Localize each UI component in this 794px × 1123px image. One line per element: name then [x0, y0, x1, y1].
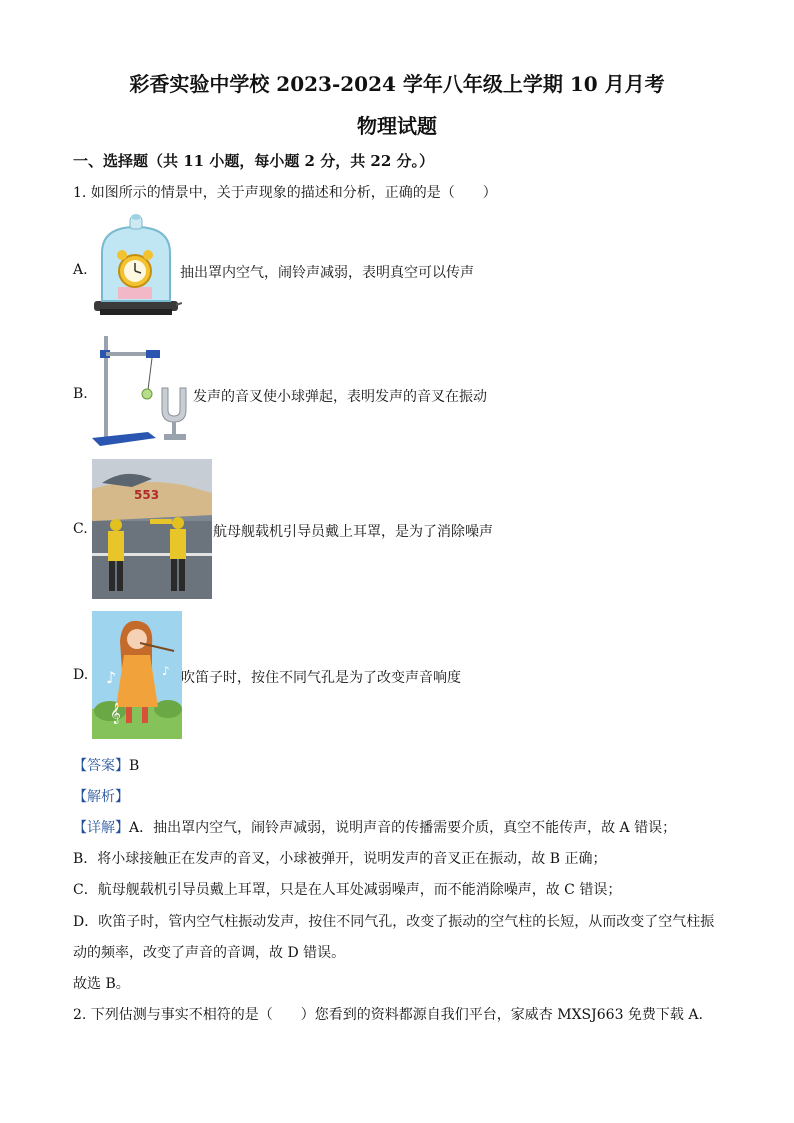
option-d-letter: D. [73, 667, 89, 683]
section-heading: 一、选择题（共 11 小题，每小题 2 分，共 22 分。） [73, 152, 435, 170]
svg-text:𝄞: 𝄞 [110, 703, 121, 724]
document-title: 彩香实验中学校 2023-2024 学年八年级上学期 10 月月考 [129, 72, 665, 96]
detail-line-5: 动的频率，改变了声音的音调，故 D 错误。 [73, 945, 346, 961]
aircraft-number: 553 [134, 488, 160, 502]
girl-playing-flute-image [92, 611, 182, 739]
svg-text:♪: ♪ [162, 664, 170, 678]
answer-label: 【答案】 [73, 758, 129, 774]
detail-line-2: B．将小球接触正在发声的音叉，小球被弹开，说明发声的音叉正在振动，故 B 正确； [73, 851, 607, 867]
question-1-stem: 1. 如图所示的情景中，关于声现象的描述和分析，正确的是（ ） [73, 185, 497, 201]
detail-line-3: C．航母舰载机引导员戴上耳罩，只是在人耳处减弱噪声，而不能消除噪声，故 C 错误； [73, 882, 622, 898]
detail-label: 【详解】 [73, 820, 129, 836]
carrier-deck-crew-image [92, 459, 212, 599]
analysis-label: 【解析】 [73, 789, 129, 805]
option-a-text: 抽出罩内空气，闹铃声减弱，表明真空可以传声 [180, 265, 474, 281]
question-2-stem: 2. 下列估测与事实不相符的是（ ）您看到的资料都源自我们平台，家威杏 MXSJ663 免费下载 A. [73, 1007, 703, 1023]
option-c-letter: C. [73, 521, 88, 537]
tuning-fork-pendulum-image [90, 334, 196, 452]
detail-line-4: D．吹笛子时，管内空气柱振动发声，按住不同气孔，改变了振动的空气柱的长短，从而改变了空气柱振 [73, 914, 715, 930]
document-subtitle: 物理试题 [357, 114, 437, 138]
answer-row [73, 755, 139, 775]
bell-jar-alarm-clock-image [92, 213, 182, 325]
detail-line-1 [73, 817, 676, 837]
detail-text-a: A．抽出罩内空气，闹铃声减弱，说明声音的传播需要介质，真空不能传声，故 A 错误； [129, 820, 677, 836]
option-d-text: 吹笛子时，按住不同气孔是为了改变声音响度 [181, 670, 461, 686]
option-a-letter: A. [73, 262, 88, 278]
svg-text:♪: ♪ [106, 668, 117, 687]
option-b-letter: B. [73, 386, 88, 402]
conclusion: 故选 B。 [73, 976, 130, 992]
option-b-text: 发声的音叉使小球弹起，表明发声的音叉在振动 [193, 389, 487, 405]
answer-value: B [129, 758, 140, 774]
option-c-text: 航母舰载机引导员戴上耳罩，是为了消除噪声 [213, 524, 493, 540]
